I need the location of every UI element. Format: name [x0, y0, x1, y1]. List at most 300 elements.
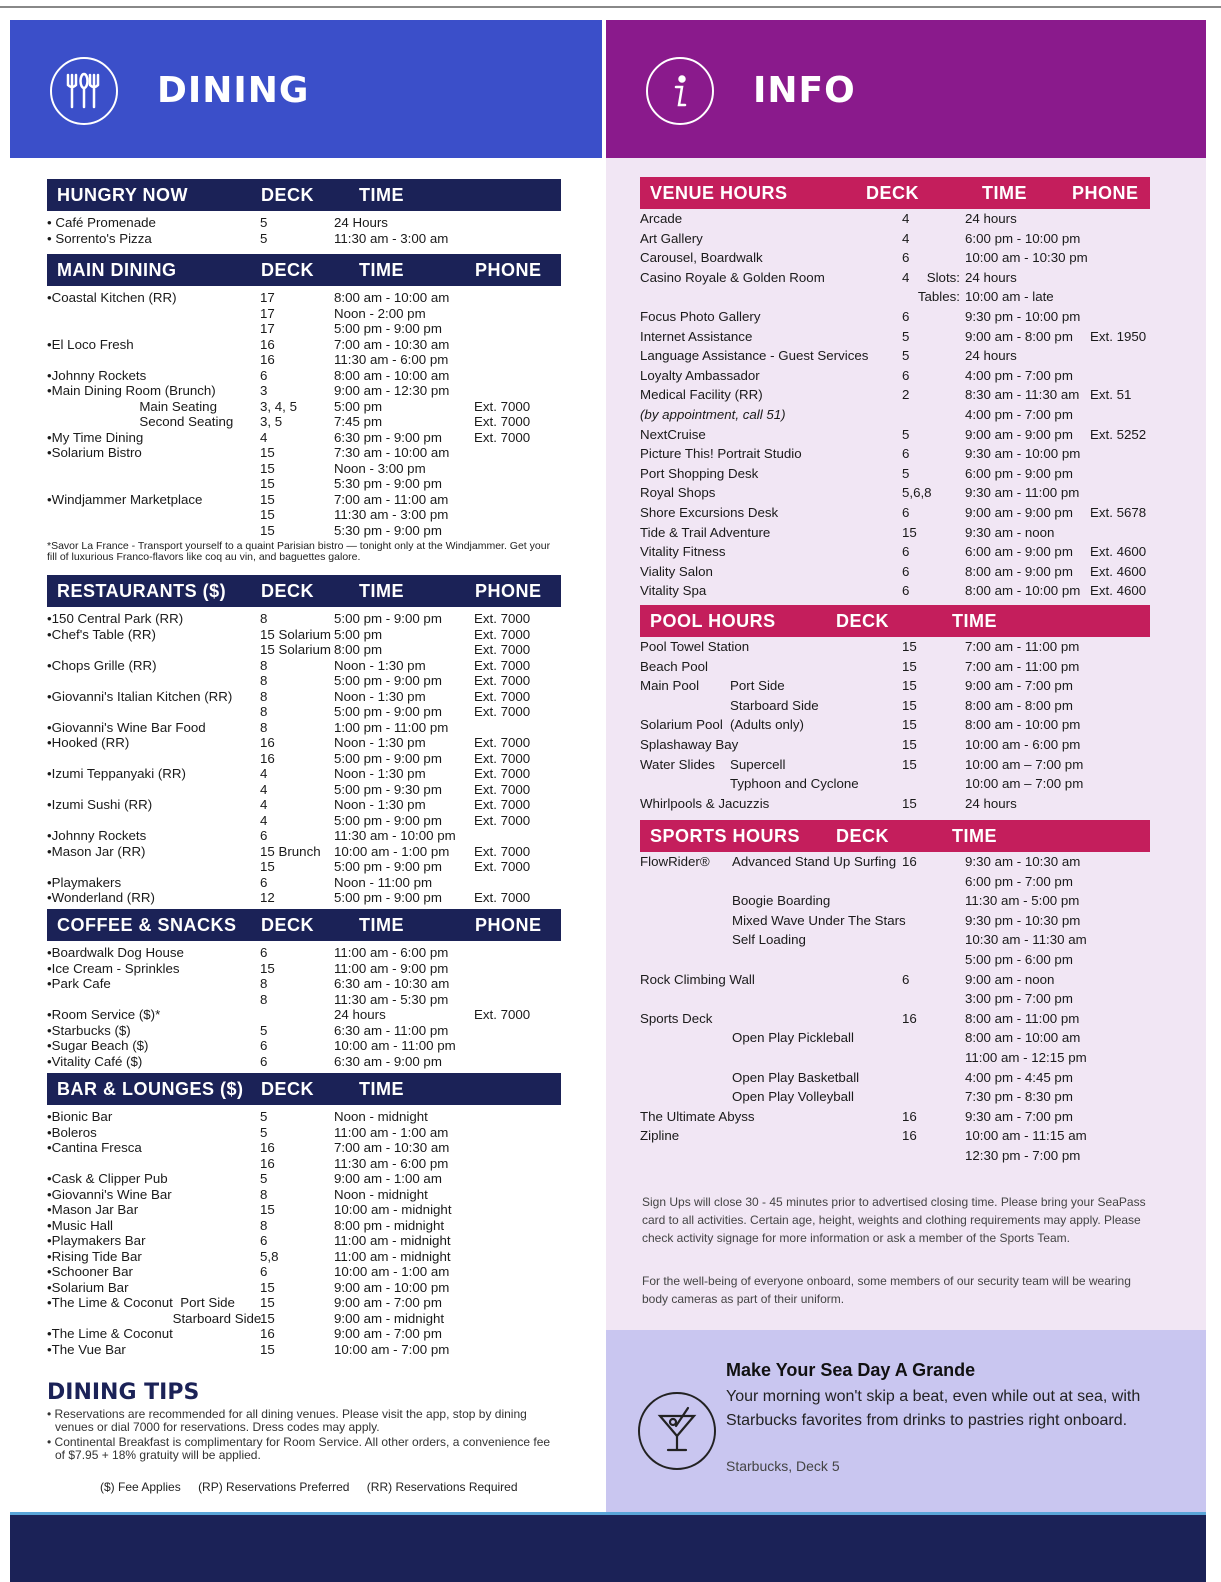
venue-name: Second Seating [47, 414, 234, 429]
sub-label: Boogie Boarding [732, 893, 831, 909]
dining-header [10, 20, 602, 158]
venue-name: •Playmakers [47, 874, 122, 890]
venue-name: Royal Shops [640, 485, 716, 501]
time: 7:00 am - 11:00 pm [965, 639, 1080, 654]
deck: 6 [902, 563, 910, 579]
venue-name: •The Lime & Coconut Port Side [47, 1295, 235, 1310]
deck: 6 [260, 828, 268, 843]
time: 9:30 am - 10:30 am [965, 854, 1081, 869]
dining-tips-title: DINING TIPS [47, 1380, 200, 1405]
table-row [47, 1140, 561, 1156]
venue-name: Water Slides [640, 756, 715, 772]
dining-tip: • Reservations are recommended for all dining venues. Please visit the app, stop by dining venues or dial 7000 for reservations. Dress codes may apply. [47, 1407, 527, 1434]
deck: 6 [902, 971, 910, 987]
phone: Ext. 7000 [474, 843, 531, 859]
column-header: TIME [952, 611, 997, 631]
table-row [47, 231, 561, 247]
deck: 8 [260, 704, 268, 719]
time: 7:00 am - 10:30 am [334, 336, 450, 352]
table-row [640, 1068, 1150, 1088]
deck: 15 [260, 491, 275, 507]
deck: 5 [260, 1171, 268, 1186]
section-header [47, 1073, 561, 1105]
time: 3:00 pm - 7:00 pm [965, 991, 1073, 1007]
time: 9:00 am - 12:30 pm [334, 383, 450, 398]
deck: 15 [260, 460, 275, 476]
deck: 4 [260, 781, 268, 797]
phone: Ext. 7000 [474, 1007, 531, 1022]
time: 5:00 pm - 9:00 pm [334, 321, 442, 336]
deck: 16 [260, 1155, 275, 1171]
info-column [606, 20, 1206, 1525]
table-row [640, 1048, 1150, 1068]
table-row [47, 642, 561, 658]
deck: 6 [902, 308, 910, 324]
prefix: Tables: [917, 289, 960, 305]
deck: 5 [260, 1124, 268, 1140]
table-row [47, 1326, 561, 1342]
deck: 6 [260, 945, 268, 960]
time: 5:00 pm - 6:00 pm [965, 951, 1073, 967]
phone: Ext. 7000 [474, 735, 531, 750]
time: 5:00 pm - 9:00 pm [334, 673, 442, 688]
time: 9:30 am - 10:00 pm [965, 446, 1081, 462]
time: 9:00 am - 7:00 pm [965, 678, 1073, 694]
table-row [640, 1087, 1150, 1107]
table-row [47, 1264, 561, 1280]
time: 8:00 am - 9:00 pm [965, 563, 1073, 579]
table-row [47, 399, 561, 415]
venue-name: •The Vue Bar [47, 1341, 126, 1357]
phone: Ext. 7000 [474, 812, 531, 828]
phone: Ext. 7000 [474, 859, 531, 874]
column-header: TIME [359, 581, 404, 601]
phone: Ext. 5678 [1090, 504, 1147, 520]
time: 9:00 am - 7:00 pm [334, 1326, 442, 1341]
table-row [47, 507, 561, 523]
time: 10:00 am - midnight [334, 1202, 452, 1217]
table-row [47, 215, 561, 231]
time: 5:00 pm - 9:00 pm [334, 611, 442, 626]
time: 5:00 pm - 9:00 pm [334, 812, 442, 828]
deck: 6 [902, 544, 910, 560]
deck: 6 [260, 874, 268, 890]
top-rule [0, 6, 1221, 8]
time: 9:00 am - noon [965, 971, 1055, 987]
time: 9:00 am - 1:00 am [334, 1171, 442, 1186]
table-row [640, 696, 1150, 716]
deck: 15 [260, 507, 275, 522]
phone: Ext. 51 [1090, 387, 1132, 403]
phone: Ext. 4600 [1090, 583, 1147, 599]
time: 10:00 am - late [965, 289, 1054, 305]
venue-name: •Hooked (RR) [47, 735, 130, 750]
venue-name: Beach Pool [640, 658, 709, 674]
venue-name: •El Loco Fresh [47, 336, 134, 352]
table-row [47, 352, 561, 368]
phone: Ext. 7000 [474, 766, 531, 781]
promo-text: Your morning won't skip a beat, even while out at sea, with Starbucks favorites from drinks to pastries right onboard. [726, 1388, 1141, 1429]
column-header: TIME [359, 915, 404, 935]
deck: 2 [902, 387, 910, 403]
venue-name: •My Time Dining [47, 429, 144, 445]
time: 6:30 pm - 9:00 pm [334, 429, 442, 445]
sub-label: Open Play Pickleball [732, 1030, 854, 1046]
table-row [47, 658, 561, 674]
legend [100, 1480, 532, 1494]
venue-name: •Mason Jar Bar [47, 1202, 139, 1217]
column-header: POOL HOURS [650, 611, 776, 631]
venue-name: •Cask & Clipper Pub [47, 1171, 168, 1186]
deck: 5 [260, 1109, 268, 1124]
table-row [640, 911, 1150, 931]
time: 11:00 am - 12:15 pm [965, 1049, 1087, 1065]
column-header: TIME [982, 183, 1027, 203]
table-row [47, 290, 561, 306]
deck: 15 Brunch [260, 843, 321, 859]
section-rows [640, 852, 1150, 1166]
deck: 4 [260, 429, 268, 445]
venue-name: •Giovanni's Wine Bar [47, 1186, 172, 1202]
venue-name: •Johnny Rockets [47, 828, 147, 843]
main-dining-section [47, 254, 561, 563]
column-header: PHONE [1072, 183, 1139, 203]
deck: 16 [260, 1326, 275, 1341]
deck: 6 [260, 1264, 268, 1279]
time: 6:30 am - 10:30 am [334, 976, 450, 991]
column-header: DECK [866, 183, 920, 203]
table-row [47, 976, 561, 992]
venue-name: •Giovanni's Italian Kitchen (RR) [47, 688, 233, 704]
venue-name: Tide & Trail Adventure [640, 524, 771, 540]
deck: 15 [260, 960, 275, 976]
deck: 5 [902, 426, 910, 442]
venue-name: •Bionic Bar [47, 1109, 113, 1124]
time: 8:00 am - 10:00 am [965, 1030, 1081, 1046]
sub-label: Advanced Stand Up Surfing [732, 854, 897, 869]
time: 8:00 am - 10:00 pm [965, 583, 1081, 599]
deck: 15 [260, 859, 275, 874]
venue-name: Art Gallery [640, 230, 703, 246]
venue-name: Splashaway Bay [640, 736, 739, 752]
table-row [47, 306, 561, 322]
table-row [640, 248, 1150, 268]
column-header: DECK [261, 260, 315, 280]
table-row [47, 1280, 561, 1296]
deck: 15 Solarium [260, 626, 331, 642]
time: 8:00 am - 10:00 pm [965, 717, 1081, 733]
time: Noon - midnight [334, 1109, 428, 1124]
time: 9:30 am - noon [965, 524, 1055, 540]
table-row [47, 1249, 561, 1265]
deck: 15 [902, 697, 917, 713]
venue-name: •Johnny Rockets [47, 367, 147, 383]
phone: Ext. 4600 [1090, 544, 1147, 560]
sub-label: Self Loading [732, 932, 806, 948]
table-row [640, 366, 1150, 386]
legend-item: ($) Fee Applies [100, 1480, 181, 1494]
time: 7:00 am - 11:00 pm [965, 658, 1080, 674]
deck: 15 [260, 1295, 275, 1310]
deck: 5 [902, 348, 910, 364]
venue-name: •Starbucks ($) [47, 1022, 131, 1038]
table-row [47, 813, 561, 829]
time: 24 hours [965, 795, 1017, 811]
table-row [640, 715, 1150, 735]
time: Noon - 3:00 pm [334, 460, 426, 476]
venue-name: Casino Royale & Golden Room [640, 269, 825, 285]
time: 7:45 pm [334, 414, 383, 429]
table-row [640, 872, 1150, 892]
deck: 17 [260, 305, 275, 321]
time: 10:00 am – 7:00 pm [965, 776, 1084, 792]
deck: 4 [260, 766, 268, 781]
venue-name: •Boleros [47, 1124, 97, 1140]
venue-name: Viality Salon [640, 563, 713, 579]
table-row [47, 961, 561, 977]
time: Noon - 1:30 pm [334, 688, 426, 704]
time: 8:00 pm - midnight [334, 1217, 445, 1233]
time: 11:00 am - 6:00 pm [334, 945, 449, 960]
section-header [640, 820, 1150, 852]
venue-name: Carousel, Boardwalk [640, 250, 763, 266]
time: 11:00 am - midnight [334, 1233, 451, 1248]
venue-name: •Chef's Table (RR) [47, 626, 156, 642]
section-header [640, 177, 1150, 209]
time: 6:00 am - 9:00 pm [965, 544, 1073, 560]
time: 11:30 am - 6:00 pm [334, 1155, 449, 1171]
table-row [640, 503, 1150, 523]
deck: 16 [260, 750, 275, 766]
deck: 15 [260, 522, 275, 538]
sub-label: Port Side [730, 678, 785, 694]
venue-name: •Room Service ($)* [47, 1007, 161, 1022]
sub-label: (Adults only) [730, 717, 804, 733]
venue-name: Medical Facility (RR) [640, 387, 763, 403]
venue-name: Sports Deck [640, 1010, 713, 1026]
table-row [47, 430, 561, 446]
column-header: DECK [836, 826, 890, 846]
venue-name: Starboard Side [47, 1310, 262, 1326]
info-title: INFO [753, 70, 856, 111]
deck: 5 [902, 328, 910, 344]
prefix: Slots: [926, 269, 960, 285]
time: 8:30 am - 11:30 am [965, 387, 1080, 403]
time: 11:30 am - 10:00 pm [334, 828, 456, 843]
time: 10:00 am - 10:30 pm [965, 250, 1088, 266]
table-row [640, 1009, 1150, 1029]
venue-name: Internet Assistance [640, 328, 753, 344]
deck: 8 [260, 991, 268, 1007]
deck: 8 [260, 1217, 268, 1233]
legend-item: (RP) Reservations Preferred [198, 1480, 350, 1494]
table-row [47, 476, 561, 492]
restaurants-section [47, 575, 561, 906]
table-row [640, 1107, 1150, 1127]
info-icon [646, 57, 714, 125]
deck: 15 [902, 717, 917, 733]
venue-name: Focus Photo Gallery [640, 308, 761, 324]
column-header: PHONE [475, 915, 542, 935]
table-row [47, 1233, 561, 1249]
table-row [47, 1171, 561, 1187]
time: 11:00 am - 9:00 pm [334, 960, 449, 976]
time: 9:00 am - 7:00 pm [334, 1295, 442, 1310]
table-row [47, 611, 561, 627]
table-row [47, 523, 561, 539]
sub-label: Mixed Wave Under The Stars [732, 912, 906, 928]
time: Noon - 11:00 pm [334, 874, 433, 890]
venue-name: Whirlpools & Jacuzzis [640, 795, 770, 811]
venue-name: Solarium Pool [640, 717, 723, 733]
column-header: MAIN DINING [57, 260, 177, 280]
venue-name: •Wonderland (RR) [47, 890, 155, 905]
time: 7:00 am - 10:30 am [334, 1140, 450, 1155]
table-row [47, 461, 561, 477]
venue-name: Vitality Spa [640, 583, 707, 599]
table-row [640, 444, 1150, 464]
time: 8:00 pm [334, 642, 383, 657]
table-row [640, 287, 1150, 307]
deck: 4 [260, 797, 268, 812]
column-header: DECK [261, 915, 315, 935]
column-header: SPORTS HOURS [650, 826, 801, 846]
section-rows [47, 607, 561, 906]
no-cocktail-icon [638, 1392, 716, 1470]
deck: 15 [260, 1279, 275, 1295]
deck: 16 [902, 1108, 917, 1124]
deck: 6 [260, 1053, 268, 1069]
time: 10:00 am - 1:00 am [334, 1264, 450, 1279]
utensils-icon [50, 57, 118, 125]
deck: 6 [902, 504, 910, 520]
phone: Ext. 7000 [474, 781, 531, 797]
deck: 17 [260, 290, 275, 305]
table-row [640, 346, 1150, 366]
deck: 15 [902, 678, 917, 694]
column-header: TIME [359, 260, 404, 280]
deck: 15 [902, 524, 917, 540]
table-row [640, 483, 1150, 503]
venue-name: Pool Towel Station [640, 639, 750, 654]
time: 10:00 am - 6:00 pm [965, 736, 1081, 752]
venue-name: •Cantina Fresca [47, 1140, 142, 1155]
table-row [47, 627, 561, 643]
table-row [47, 1125, 561, 1141]
time: Noon - 1:30 pm [334, 657, 426, 673]
table-row [47, 1023, 561, 1039]
phone: Ext. 7000 [474, 429, 531, 445]
sub-label: Typhoon and Cyclone [730, 776, 859, 792]
time: 9:30 am - 11:00 pm [965, 485, 1080, 501]
deck: 5 [260, 230, 268, 246]
deck: 8 [260, 688, 268, 704]
table-row [640, 774, 1150, 794]
phone: Ext. 7000 [474, 750, 531, 766]
phone: Ext. 7000 [474, 673, 531, 688]
phone: Ext. 7000 [474, 797, 531, 812]
time: 8:00 am - 10:00 am [334, 290, 450, 305]
time: 5:30 pm - 9:00 pm [334, 522, 442, 538]
table-row [47, 492, 561, 508]
deck: 3, 5 [260, 414, 283, 429]
deck: 15 [902, 639, 917, 654]
time: 11:00 am - midnight [334, 1248, 451, 1264]
time: 11:30 am - 5:00 pm [965, 893, 1080, 909]
time: 6:30 am - 9:00 pm [334, 1053, 442, 1069]
time: 8:00 am - 11:00 pm [965, 1010, 1080, 1026]
venue-name: •The Lime & Coconut [47, 1326, 173, 1341]
deck: 15 [902, 756, 917, 772]
venue-name: •150 Central Park (RR) [47, 611, 184, 626]
deck: 8 [260, 1186, 268, 1202]
time: 24 hours [965, 211, 1017, 226]
deck: 12 [260, 890, 275, 905]
column-header: VENUE HOURS [650, 183, 788, 203]
time: 6:00 pm - 7:00 pm [965, 873, 1073, 889]
time: 8:00 am - 10:00 am [334, 367, 450, 383]
venue-name: Port Shopping Desk [640, 465, 759, 481]
deck: 3, 4, 5 [260, 398, 297, 414]
security-note: For the well-being of everyone onboard, some members of our security team will be wearing body cameras as part of their uniform. [642, 1274, 1131, 1306]
table-row [640, 1028, 1150, 1048]
section-rows [640, 209, 1150, 601]
table-row [640, 327, 1150, 347]
table-row [47, 337, 561, 353]
venue-name: (by appointment, call 51) [640, 406, 786, 422]
deck: 8 [260, 673, 268, 688]
time: Noon - 1:30 pm [334, 735, 426, 750]
table-row [47, 1156, 561, 1172]
deck: 4 [902, 230, 910, 246]
deck: 5 [902, 465, 910, 481]
deck: 6 [260, 1233, 268, 1248]
deck: 6 [902, 583, 910, 599]
deck: 5 [260, 1022, 268, 1038]
table-row [47, 1342, 561, 1358]
dining-tip: • Continental Breakfast is complimentary for Room Service. All other orders, a convenience fee of $7.95 + 18% gratuity will be applied. [47, 1435, 551, 1462]
deck: 15 [260, 1310, 275, 1326]
promo-location: Starbucks, Deck 5 [726, 1458, 840, 1474]
phone: Ext. 7000 [474, 704, 531, 719]
venue-name: •Chops Grille (RR) [47, 657, 157, 673]
time: 6:00 pm - 10:00 pm [965, 230, 1081, 246]
section-header [47, 179, 561, 211]
venue-hours-section [640, 177, 1150, 601]
time: 24 hours [334, 1007, 386, 1022]
time: 10:00 am - 11:00 pm [334, 1038, 456, 1053]
venue-name: •Windjammer Marketplace [47, 491, 203, 507]
table-row [640, 229, 1150, 249]
sub-label: Starboard Side [730, 697, 819, 713]
venue-name: •Coastal Kitchen (RR) [47, 290, 177, 305]
time: 9:30 am - 7:00 pm [965, 1108, 1073, 1124]
time: Noon - 2:00 pm [334, 305, 426, 321]
column-header: HUNGRY NOW [57, 185, 188, 205]
deck: 16 [902, 854, 917, 869]
deck: 15 [260, 1341, 275, 1357]
time: 6:00 pm - 9:00 pm [965, 465, 1073, 481]
table-row [640, 307, 1150, 327]
time: 24 Hours [334, 215, 388, 230]
venue-name: Language Assistance - Guest Services [640, 348, 869, 364]
venue-name: •Izumi Teppanyaki (RR) [47, 766, 186, 781]
venue-name: Shore Excursions Desk [640, 504, 779, 520]
column-header: TIME [359, 185, 404, 205]
table-row [47, 368, 561, 384]
info-header [606, 20, 1206, 158]
promo-title: Make Your Sea Day A Grande [726, 1360, 976, 1380]
